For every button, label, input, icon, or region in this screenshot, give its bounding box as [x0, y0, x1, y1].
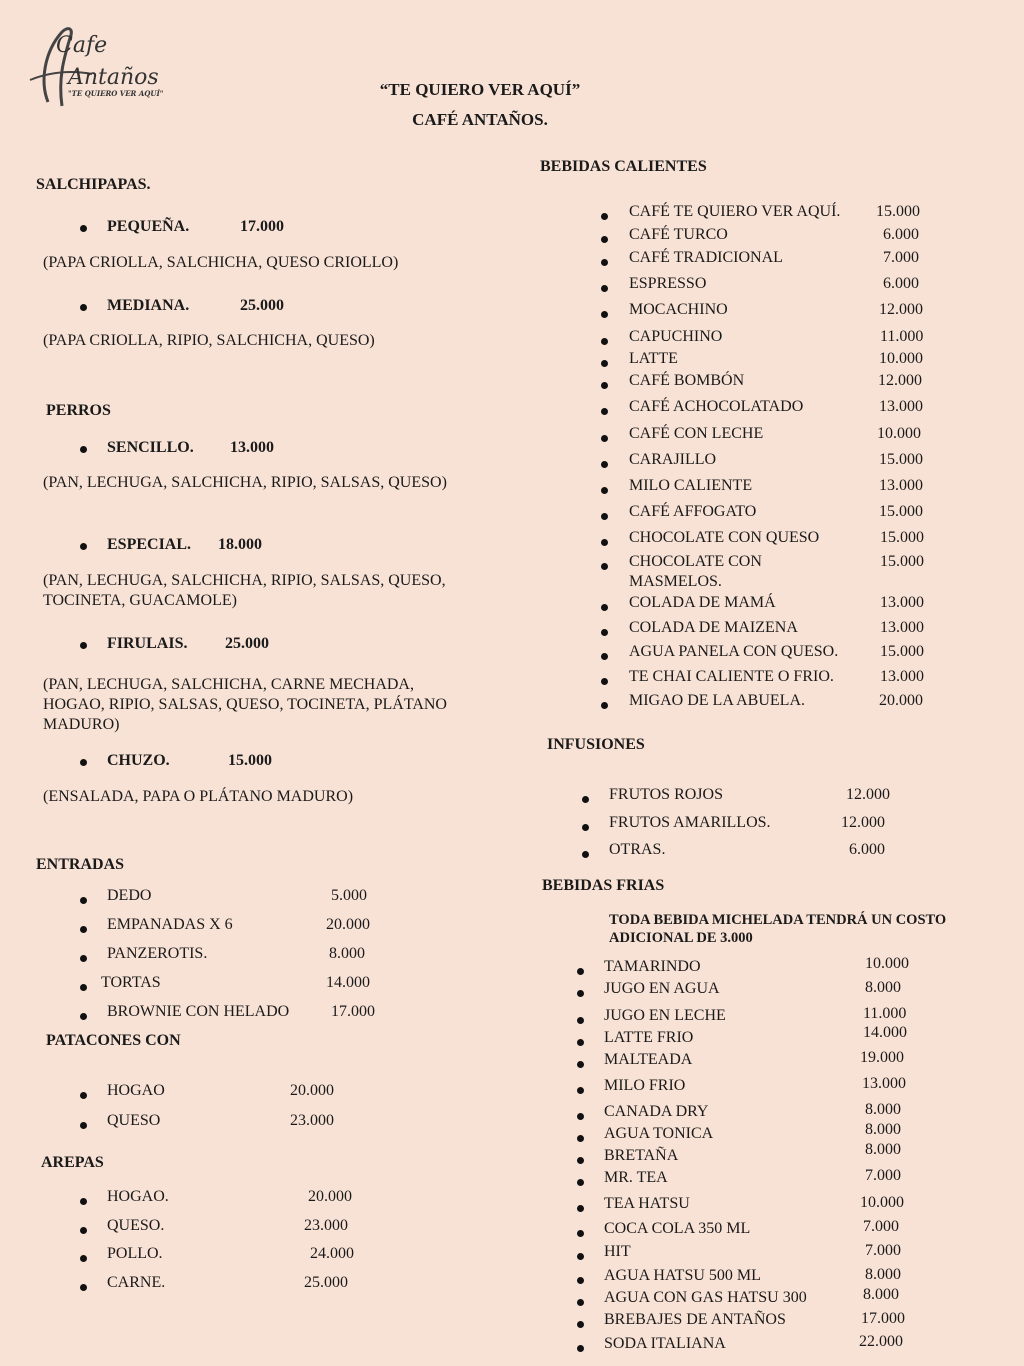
calientes-item-price: 12.000	[878, 372, 922, 389]
patacones-item-price: 20.000	[290, 1082, 334, 1099]
bullet	[577, 1205, 584, 1212]
bullet	[80, 759, 87, 766]
infusiones-title: INFUSIONES	[547, 736, 645, 753]
calientes-item-price: 6.000	[883, 275, 919, 292]
calientes-item-name: AGUA PANELA CON QUESO.	[629, 643, 839, 660]
calientes-item-name-cont: MASMELOS.	[629, 573, 722, 590]
bullet	[80, 897, 87, 904]
frias-item-name: TAMARINDO	[604, 958, 701, 975]
salchipapas-price: 25.000	[240, 297, 284, 314]
bullet	[80, 1013, 87, 1020]
calientes-item-price: 13.000	[879, 398, 923, 415]
frias-item-price: 14.000	[863, 1024, 907, 1041]
perros-name: ESPECIAL.	[107, 536, 192, 553]
perros-desc: (PAN, LECHUGA, SALCHICHA, RIPIO, SALSAS, QUESO)	[43, 474, 447, 491]
frias-item-price: 8.000	[865, 1121, 901, 1138]
arepas-item-price: 23.000	[304, 1217, 348, 1234]
calientes-item-name: CAFÉ BOMBÓN	[629, 372, 745, 389]
entradas-item-price: 17.000	[331, 1003, 375, 1020]
bullet	[577, 1087, 584, 1094]
entradas-item-name: TORTAS	[101, 974, 161, 991]
calientes-item-price: 10.000	[877, 425, 921, 442]
calientes-item-name: CARAJILLO	[629, 451, 717, 468]
entradas-item-name: DEDO	[107, 887, 152, 904]
entradas-item-name: EMPANADAS X 6	[107, 916, 233, 933]
bullet	[80, 1092, 87, 1099]
frias-item-price: 19.000	[860, 1049, 904, 1066]
bullet	[80, 446, 87, 453]
perros-name: FIRULAIS.	[107, 635, 188, 652]
frias-item-price: 7.000	[865, 1167, 901, 1184]
perros-price: 13.000	[230, 439, 274, 456]
bullet	[80, 1122, 87, 1129]
bullet	[80, 225, 87, 232]
calientes-item-price: 10.000	[879, 350, 923, 367]
bullet	[577, 1113, 584, 1120]
calientes-item-price: 15.000	[880, 643, 924, 660]
bullet	[80, 1284, 87, 1291]
calientes-item-price: 13.000	[880, 594, 924, 611]
salchipapas-name: PEQUEÑA.	[107, 218, 190, 235]
calientes-item-price: 15.000	[879, 503, 923, 520]
frias-item-name: BRETAÑA	[604, 1147, 679, 1164]
calientes-item-price: 13.000	[880, 668, 924, 685]
logo-tagline: "TE QUIERO VER AQUÍ"	[68, 89, 164, 98]
bullet	[577, 1321, 584, 1328]
frias-item-price: 8.000	[863, 1286, 899, 1303]
patacones-item-name: HOGAO	[107, 1082, 165, 1099]
frias-item-name: BREBAJES DE ANTAÑOS	[604, 1311, 786, 1328]
entradas-item-name: BROWNIE CON HELADO	[107, 1003, 290, 1020]
bullet	[601, 702, 608, 709]
bullet	[80, 1255, 87, 1262]
bullet	[577, 1179, 584, 1186]
perros-price: 25.000	[225, 635, 269, 652]
bullet	[601, 513, 608, 520]
perros-price: 15.000	[228, 752, 272, 769]
bullet	[601, 653, 608, 660]
frias-item-name: HIT	[604, 1243, 631, 1260]
bullet	[601, 629, 608, 636]
salchipapas-desc: (PAPA CRIOLLA, RIPIO, SALCHICHA, QUESO)	[43, 332, 375, 349]
header-tagline: “TE QUIERO VER AQUÍ”	[379, 80, 581, 99]
frias-item-price: 13.000	[862, 1075, 906, 1092]
patacones-item-name: QUESO	[107, 1112, 161, 1129]
calientes-item-name: LATTE	[629, 350, 678, 367]
perros-name: CHUZO.	[107, 752, 170, 769]
logo-line2: Antaños	[68, 65, 159, 90]
salchipapas-desc: (PAPA CRIOLLA, SALCHICHA, QUESO CRIOLLO)	[43, 254, 399, 271]
calientes-title: BEBIDAS CALIENTES	[540, 158, 707, 175]
frias-item-price: 10.000	[860, 1194, 904, 1211]
entradas-item-price: 14.000	[326, 974, 370, 991]
calientes-item-price: 15.000	[876, 203, 920, 220]
bullet	[601, 311, 608, 318]
frias-item-price: 8.000	[865, 1141, 901, 1158]
calientes-item-name: CHOCOLATE CON QUESO	[629, 529, 820, 546]
calientes-item-name: CAFÉ TURCO	[629, 226, 728, 243]
calientes-item-price: 6.000	[883, 226, 919, 243]
frias-item-name: SODA ITALIANA	[604, 1335, 726, 1352]
calientes-item-price: 15.000	[879, 451, 923, 468]
bullet	[577, 1157, 584, 1164]
arepas-item-price: 25.000	[304, 1274, 348, 1291]
bullet	[601, 487, 608, 494]
entradas-item-price: 20.000	[326, 916, 370, 933]
frias-item-price: 17.000	[861, 1310, 905, 1327]
frias-item-name: COCA COLA 350 ML	[604, 1220, 751, 1237]
frias-item-price: 7.000	[865, 1242, 901, 1259]
bullet	[601, 382, 608, 389]
bullet	[601, 408, 608, 415]
frias-item-name: AGUA HATSU 500 ML	[604, 1267, 761, 1284]
frias-item-price: 11.000	[863, 1005, 907, 1022]
calientes-item-price: 20.000	[879, 692, 923, 709]
perros-price: 18.000	[218, 536, 262, 553]
bullet	[601, 435, 608, 442]
frias-item-price: 8.000	[865, 979, 901, 996]
bullet	[577, 1017, 584, 1024]
calientes-item-name: CAFÉ AFFOGATO	[629, 503, 757, 520]
bullet	[601, 236, 608, 243]
calientes-item-name: CAFÉ TE QUIERO VER AQUÍ.	[629, 203, 841, 220]
frias-item-name: JUGO EN AGUA	[604, 980, 720, 997]
calientes-item-name: CAPUCHINO	[629, 328, 723, 345]
calientes-item-price: 11.000	[880, 328, 924, 345]
arepas-item-name: CARNE.	[107, 1274, 166, 1291]
calientes-item-name: CAFÉ ACHOCOLATADO	[629, 398, 804, 415]
bullet	[577, 1299, 584, 1306]
frias-item-name: MILO FRIO	[604, 1077, 686, 1094]
infusiones-item-name: FRUTOS ROJOS	[609, 786, 723, 803]
perros-desc: (ENSALADA, PAPA O PLÁTANO MADURO)	[43, 788, 354, 805]
salchipapas-price: 17.000	[240, 218, 284, 235]
frias-item-price: 10.000	[865, 955, 909, 972]
bullet	[80, 543, 87, 550]
bullet	[80, 1227, 87, 1234]
frias-item-name: AGUA CON GAS HATSU 300	[604, 1289, 807, 1306]
salchipapas-title: SALCHIPAPAS.	[36, 176, 151, 193]
bullet	[577, 1061, 584, 1068]
frias-item-price: 7.000	[863, 1218, 899, 1235]
frias-note: TODA BEBIDA MICHELADA TENDRÁ UN COSTO ADICIONAL DE 3.000	[609, 912, 947, 946]
bullet	[577, 1345, 584, 1352]
frias-item-name: CANADA DRY	[604, 1103, 709, 1120]
calientes-item-name: COLADA DE MAMÁ	[629, 594, 776, 611]
bullet	[577, 968, 584, 975]
bullet	[601, 338, 608, 345]
infusiones-item-price: 6.000	[849, 841, 885, 858]
calientes-item-price: 12.000	[879, 301, 923, 318]
bullet	[582, 796, 589, 803]
arepas-item-name: QUESO.	[107, 1217, 165, 1234]
bullet	[601, 604, 608, 611]
arepas-title: AREPAS	[41, 1154, 104, 1171]
calientes-item-name: CAFÉ CON LECHE	[629, 425, 764, 442]
bullet	[80, 1198, 87, 1205]
bullet	[577, 1277, 584, 1284]
bullet	[577, 1135, 584, 1142]
frias-title: BEBIDAS FRIAS	[542, 877, 665, 894]
frias-item-name: LATTE FRIO	[604, 1029, 694, 1046]
frias-item-name: AGUA TONICA	[604, 1125, 714, 1142]
bullet	[80, 955, 87, 962]
frias-item-price: 8.000	[865, 1101, 901, 1118]
calientes-item-name: MIGAO DE LA ABUELA.	[629, 692, 805, 709]
infusiones-item-name: OTRAS.	[609, 841, 666, 858]
perros-desc: (PAN, LECHUGA, SALCHICHA, RIPIO, SALSAS, QUESO, TOCINETA, GUACAMOLE)	[43, 572, 446, 609]
calientes-item-name: MILO CALIENTE	[629, 477, 753, 494]
entradas-item-name: PANZEROTIS.	[107, 945, 208, 962]
infusiones-item-price: 12.000	[846, 786, 890, 803]
bullet	[601, 461, 608, 468]
salchipapas-name: MEDIANA.	[107, 297, 190, 314]
bullet	[601, 213, 608, 220]
calientes-item-price: 7.000	[883, 249, 919, 266]
logo-line1: Cafe	[56, 33, 108, 58]
calientes-item-name: ESPRESSO	[629, 275, 707, 292]
bullet	[582, 824, 589, 831]
bullet	[80, 304, 87, 311]
entradas-item-price: 5.000	[331, 887, 367, 904]
entradas-item-price: 8.000	[329, 945, 365, 962]
bullet	[577, 1039, 584, 1046]
header-name: CAFÉ ANTAÑOS.	[412, 110, 548, 129]
perros-title: PERROS	[46, 402, 111, 419]
arepas-item-name: HOGAO.	[107, 1188, 169, 1205]
bullet	[601, 360, 608, 367]
bullet	[80, 984, 87, 991]
bullet	[601, 285, 608, 292]
patacones-item-price: 23.000	[290, 1112, 334, 1129]
bullet	[582, 851, 589, 858]
frias-item-name: TEA HATSU	[604, 1195, 690, 1212]
bullet	[601, 563, 608, 570]
infusiones-item-price: 12.000	[841, 814, 885, 831]
entradas-title: ENTRADAS	[36, 856, 125, 873]
calientes-item-price: 15.000	[880, 529, 924, 546]
arepas-item-name: POLLO.	[107, 1245, 163, 1262]
calientes-item-price: 13.000	[879, 477, 923, 494]
arepas-item-price: 24.000	[310, 1245, 354, 1262]
calientes-item-price: 15.000	[880, 553, 924, 570]
calientes-item-name: TE CHAI CALIENTE O FRIO.	[629, 668, 834, 685]
frias-item-name: MR. TEA	[604, 1169, 668, 1186]
bullet	[577, 990, 584, 997]
calientes-item-name: CHOCOLATE CON	[629, 553, 762, 570]
calientes-item-name: MOCACHINO	[629, 301, 728, 318]
frias-item-price: 22.000	[859, 1333, 903, 1350]
calientes-item-name: CAFÉ TRADICIONAL	[629, 249, 783, 266]
bullet	[601, 259, 608, 266]
bullet	[601, 539, 608, 546]
bullet	[80, 642, 87, 649]
infusiones-item-name: FRUTOS AMARILLOS.	[609, 814, 771, 831]
bullet	[577, 1230, 584, 1237]
bullet	[80, 926, 87, 933]
frias-item-price: 8.000	[865, 1266, 901, 1283]
arepas-item-price: 20.000	[308, 1188, 352, 1205]
perros-name: SENCILLO.	[107, 439, 194, 456]
bullet	[577, 1253, 584, 1260]
bullet	[601, 678, 608, 685]
patacones-title: PATACONES CON	[46, 1032, 181, 1049]
frias-item-name: MALTEADA	[604, 1051, 693, 1068]
calientes-item-price: 13.000	[880, 619, 924, 636]
calientes-item-name: COLADA DE MAIZENA	[629, 619, 798, 636]
perros-desc: (PAN, LECHUGA, SALCHICHA, CARNE MECHADA, HOGAO, RIPIO, SALSAS, QUESO, TOCINETA, PLÁTANO MADURO)	[43, 676, 447, 733]
frias-item-name: JUGO EN LECHE	[604, 1007, 726, 1024]
